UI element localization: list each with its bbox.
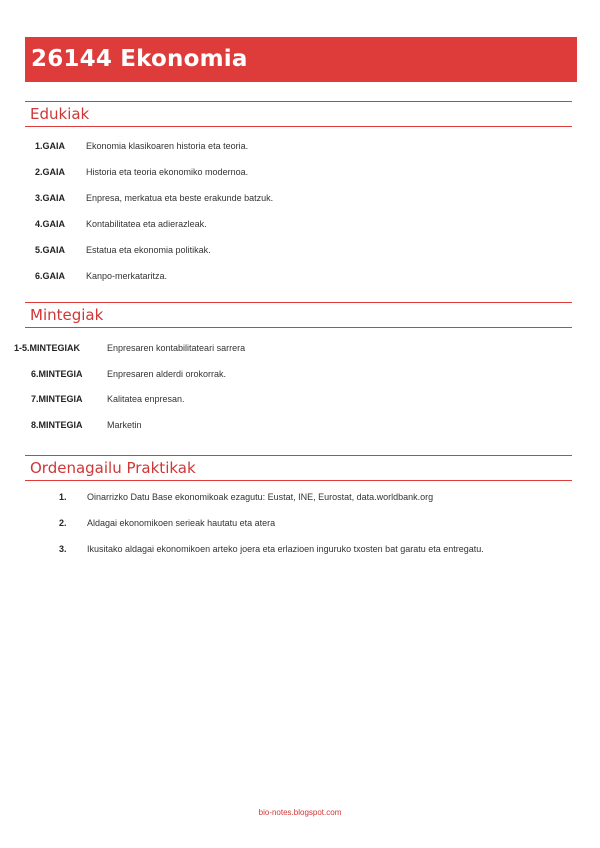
item-text: Estatua eta ekonomia politikak. (86, 245, 211, 255)
item-text: Oinarrizko Datu Base ekonomikoak ezagutu: Eustat, INE, Eurostat, data.worldbank.org (87, 492, 434, 502)
item-number: 3. (59, 544, 67, 554)
item-number: 5.GAIA (35, 245, 66, 255)
section-header (25, 455, 572, 481)
item-number: 4.GAIA (35, 219, 66, 229)
item-number: 6.GAIA (35, 271, 66, 281)
item-text: Kontabilitatea eta adierazleak. (86, 219, 207, 229)
item-number: 3.GAIA (35, 193, 66, 203)
section-mintegiak (25, 302, 572, 328)
item-text: Marketin (107, 420, 142, 430)
title-bar (25, 37, 577, 82)
section-title: Mintegiak (30, 306, 104, 324)
item-number: 7.MINTEGIA (31, 394, 83, 404)
item-text: Enpresaren alderdi orokorrak. (107, 369, 227, 379)
section-title: Ordenagailu Praktikak (30, 459, 196, 477)
item-number: 2. (59, 518, 67, 528)
item-text: Ekonomia klasikoaren historia eta teoria. (86, 141, 249, 151)
item-number: 1-5.MINTEGIAK (14, 343, 81, 353)
item-text: Enpresa, merkatua eta beste erakunde batzuk. (86, 193, 274, 203)
item-text: Aldagai ekonomikoen serieak hautatu eta atera (87, 518, 276, 528)
item-text: Kanpo-merkataritza. (86, 271, 168, 281)
section-edukiak (25, 101, 572, 127)
item-text: Ikusitako aldagai ekonomikoen arteko joera eta erlazioen inguruko txosten bat garatu eta entregatu. (87, 544, 484, 554)
item-text: Enpresaren kontabilitateari sarrera (107, 343, 246, 353)
item-number: 2.GAIA (35, 167, 66, 177)
item-number: 1.GAIA (35, 141, 66, 151)
item-number: 6.MINTEGIA (31, 369, 83, 379)
item-text: Historia eta teoria ekonomiko modernoa. (86, 167, 249, 177)
item-number: 1. (59, 492, 67, 502)
page-title: 26144 Ekonomia (31, 46, 248, 72)
section-header (25, 101, 572, 127)
section-praktikak (25, 455, 572, 481)
item-text: Kalitatea enpresan. (107, 394, 185, 404)
item-number: 8.MINTEGIA (31, 420, 83, 430)
footer-link[interactable]: bio-notes.blogspot.com (258, 808, 342, 817)
section-header (25, 302, 572, 328)
section-title: Edukiak (30, 105, 90, 123)
